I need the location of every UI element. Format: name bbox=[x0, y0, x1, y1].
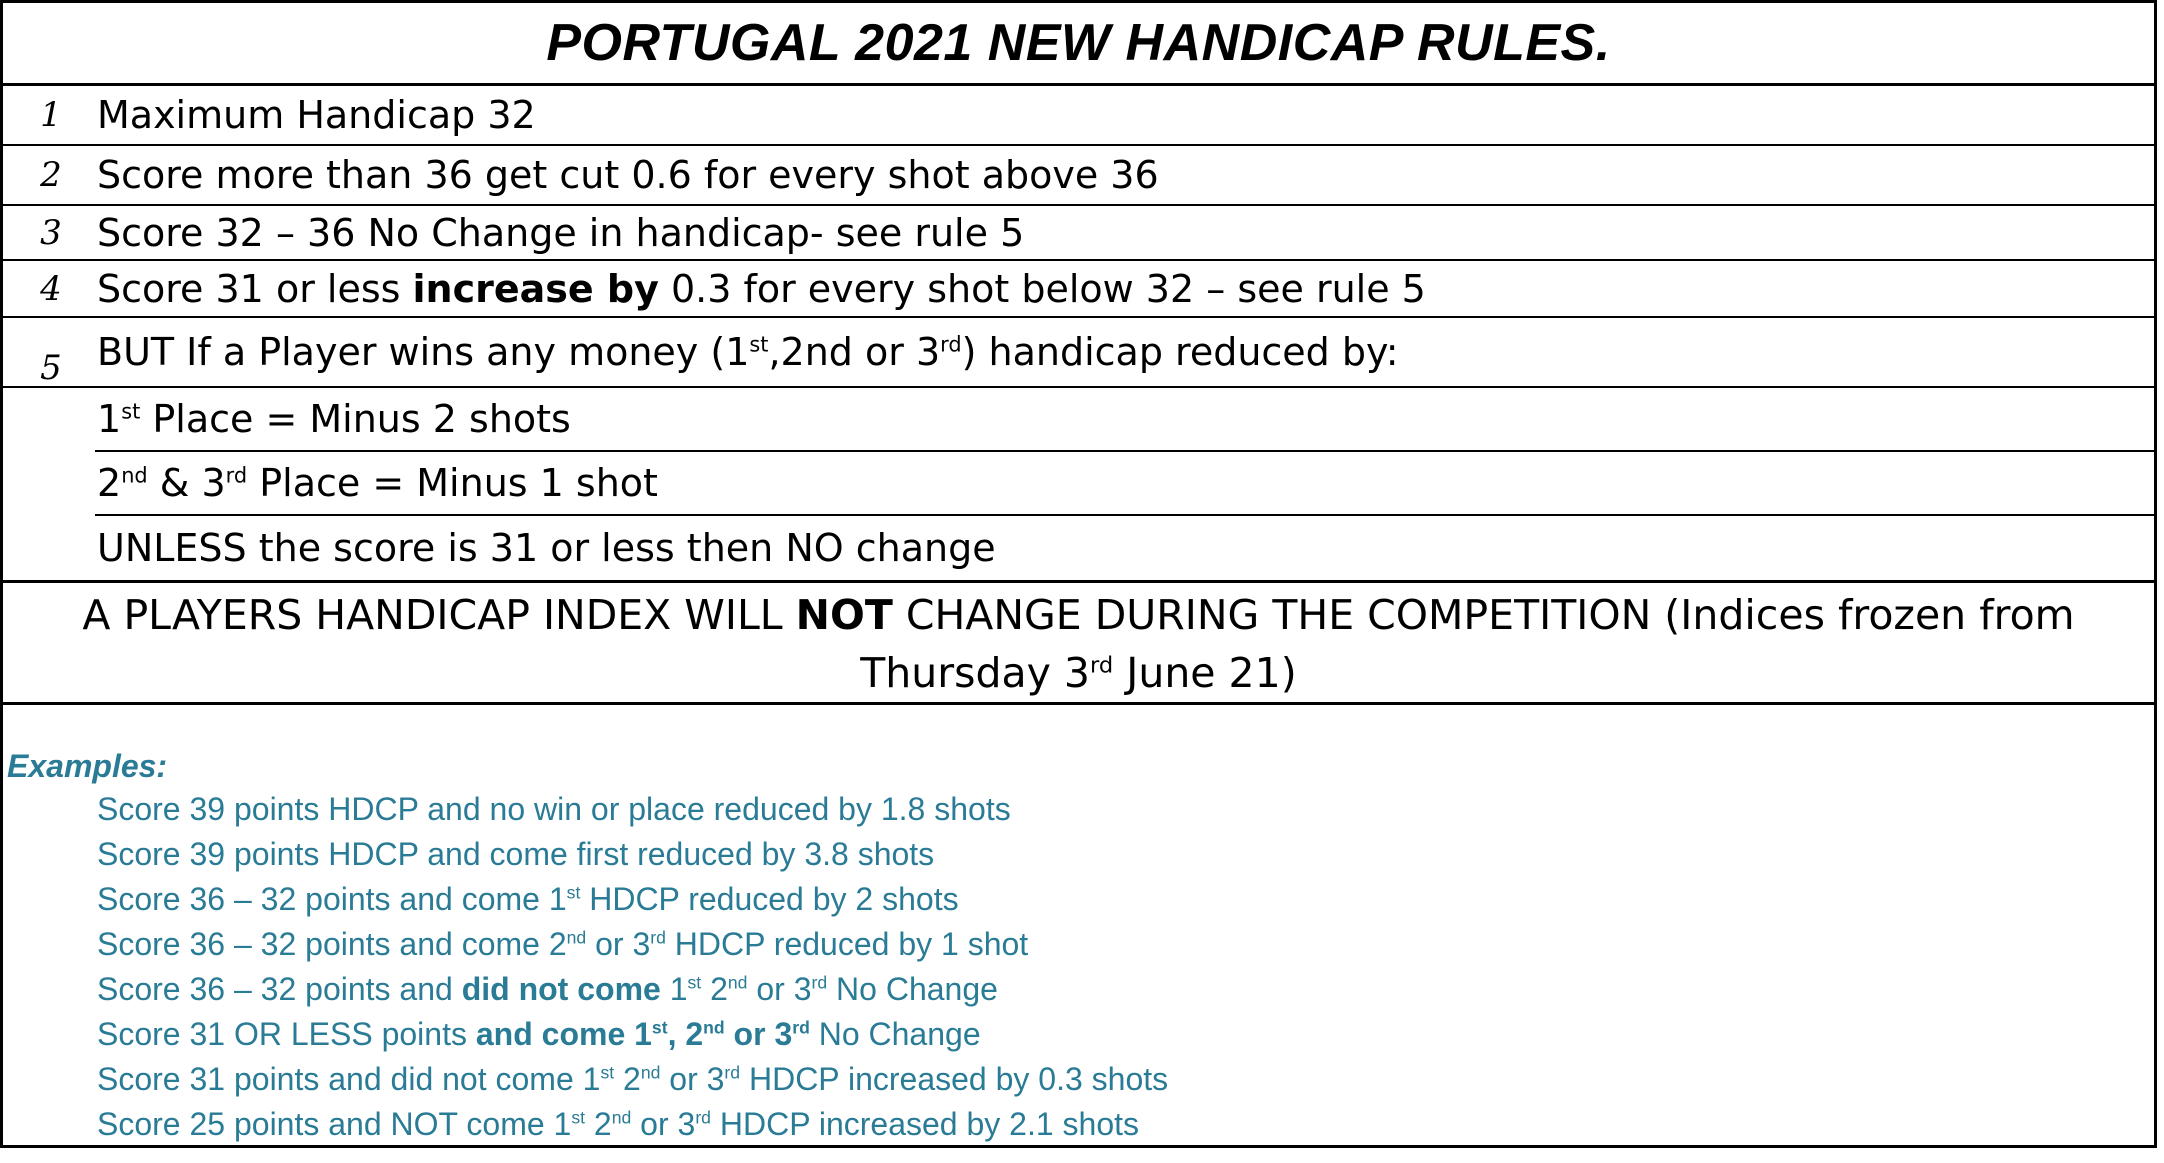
sub-rule-first-place bbox=[95, 388, 2154, 452]
example-line: Score 36 – 32 points and did not come 1st 2nd or 3rd No Change bbox=[97, 971, 998, 1007]
sub-rule-text: 1st Place = Minus 2 shots bbox=[97, 397, 571, 441]
rule-number: 4 bbox=[40, 268, 62, 309]
rule-text: Maximum Handicap 32 bbox=[97, 93, 536, 137]
sub-rule-second-third-place bbox=[95, 452, 2154, 516]
rule-row-2 bbox=[3, 146, 2154, 206]
rule-row-3 bbox=[3, 206, 2154, 261]
rule-number: 2 bbox=[40, 155, 62, 195]
rule-row-1 bbox=[3, 86, 2154, 146]
notice-emphasis: NOT bbox=[795, 591, 893, 639]
rule-row-5 bbox=[3, 318, 2154, 388]
rule-text: Score more than 36 get cut 0.6 for every shot above 36 bbox=[97, 153, 1159, 197]
page-title: PORTUGAL 2021 NEW HANDICAP RULES. bbox=[0, 0, 2157, 86]
rule-number: 5 bbox=[40, 348, 62, 388]
handicap-freeze-notice bbox=[0, 583, 2157, 705]
example-line: Score 36 – 32 points and come 2nd or 3rd HDCP reduced by 1 shot bbox=[97, 926, 1029, 962]
rule-number: 1 bbox=[40, 95, 62, 135]
sub-rule-text: 2nd & 3rd Place = Minus 1 shot bbox=[97, 461, 658, 505]
rule-row-4 bbox=[3, 261, 2154, 318]
examples-heading: Examples: bbox=[7, 748, 168, 784]
examples-section bbox=[0, 705, 2157, 1148]
example-line: Score 31 OR LESS points and come 1st, 2nd or 3rd No Change bbox=[97, 1016, 981, 1052]
rule-text: Score 31 or less increase by 0.3 for every shot below 32 – see rule 5 bbox=[97, 266, 1426, 311]
notice-line-2: Thursday 3rd June 21) bbox=[860, 649, 1297, 697]
rule-text: Score 32 – 36 No Change in handicap- see rule 5 bbox=[97, 210, 1025, 255]
rule-number: 3 bbox=[40, 212, 62, 253]
sub-rule-text: UNLESS the score is 31 or less then NO change bbox=[97, 526, 996, 570]
example-line: Score 39 points HDCP and come first reduced by 3.8 shots bbox=[97, 836, 935, 872]
rule-emphasis: increase by bbox=[412, 266, 659, 311]
example-line: Score 25 points and NOT come 1st 2nd or 3rd HDCP increased by 2.1 shots bbox=[97, 1106, 1140, 1142]
notice-line-1: A PLAYERS HANDICAP INDEX WILL NOT CHANGE DURING THE COMPETITION (Indices frozen from bbox=[82, 591, 2075, 639]
sub-rule-unless bbox=[95, 516, 2154, 580]
example-line: Score 39 points HDCP and no win or place reduced by 1.8 shots bbox=[97, 791, 1011, 827]
example-line: Score 31 points and did not come 1st 2nd or 3rd HDCP increased by 0.3 shots bbox=[97, 1061, 1169, 1097]
rule-text: BUT If a Player wins any money (1st,2nd or 3rd) handicap reduced by: bbox=[97, 330, 1399, 374]
rules-table bbox=[0, 86, 2157, 583]
example-line: Score 36 – 32 points and come 1st HDCP reduced by 2 shots bbox=[97, 881, 959, 917]
